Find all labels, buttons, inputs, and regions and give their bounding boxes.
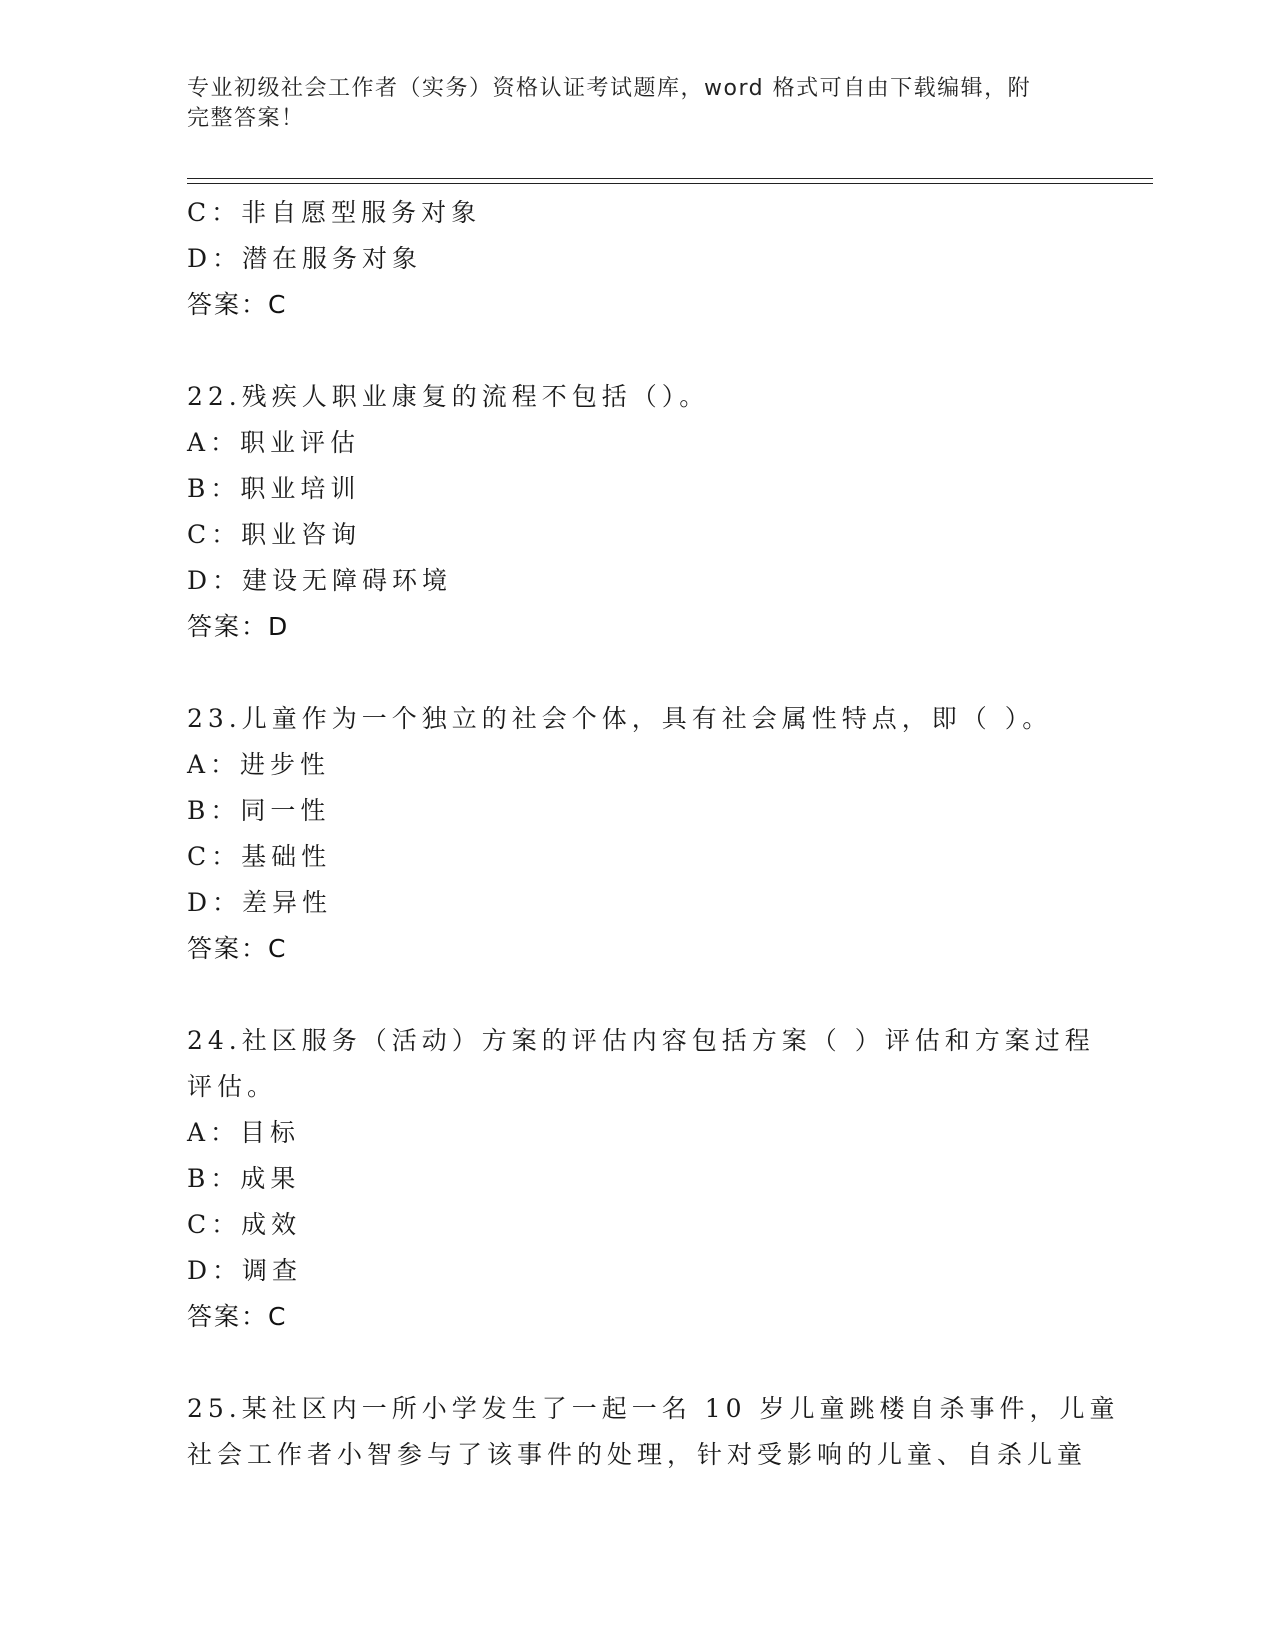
option-b: B：职业培训 [187, 474, 361, 503]
option-d: D：调查 [187, 1256, 303, 1285]
question-list [187, 190, 1120, 1478]
header-rule-top [187, 178, 1153, 179]
question-stem-line-2: 社会工作者小智参与了该事件的处理，针对受影响的儿童、自杀儿童 [187, 1440, 1088, 1469]
spacer [187, 328, 1087, 374]
option-c: C：职业咨询 [187, 520, 362, 549]
header-rule-bottom [187, 183, 1153, 184]
option-a: A：目标 [187, 1118, 301, 1147]
option-d: D：建设无障碍环境 [187, 566, 453, 595]
answer: 答案：C [187, 934, 288, 963]
question-stem-line-2: 评估。 [187, 1072, 278, 1101]
header-line-2: 完整答案！ [187, 106, 305, 131]
option-c: C：基础性 [187, 842, 332, 871]
option-b: B：同一性 [187, 796, 331, 825]
question-24 [187, 1018, 1095, 1340]
option-c: C：非自愿型服务对象 [187, 198, 482, 227]
spacer [187, 1340, 1087, 1386]
option-a: A：职业评估 [187, 428, 361, 457]
spacer [187, 650, 1087, 696]
question-stem: 23.儿童作为一个独立的社会个体，具有社会属性特点，即（ ）。 [187, 704, 1053, 733]
answer: 答案：C [187, 290, 288, 319]
question-22 [187, 374, 1087, 650]
option-b: B：成果 [187, 1164, 301, 1193]
header-line-1: 专业初级社会工作者（实务）资格认证考试题库，word 格式可自由下载编辑，附 [187, 76, 1032, 101]
document-header [187, 74, 1067, 134]
question-stem-line-1: 25.某社区内一所小学发生了一起一名 10 岁儿童跳楼自杀事件，儿童 [187, 1394, 1120, 1423]
spacer [187, 972, 1087, 1018]
answer: 答案：C [187, 1302, 288, 1331]
question-23 [187, 696, 1087, 972]
answer: 答案：D [187, 612, 290, 641]
option-c: C：成效 [187, 1210, 302, 1239]
question-21-tail [187, 190, 1087, 328]
question-25 [187, 1386, 1120, 1478]
question-stem-line-1: 24.社区服务（活动）方案的评估内容包括方案（ ）评估和方案过程 [187, 1026, 1095, 1055]
option-a: A：进步性 [187, 750, 331, 779]
question-stem: 22.残疾人职业康复的流程不包括（）。 [187, 382, 710, 411]
option-d: D：差异性 [187, 888, 333, 917]
option-d: D：潜在服务对象 [187, 244, 423, 273]
